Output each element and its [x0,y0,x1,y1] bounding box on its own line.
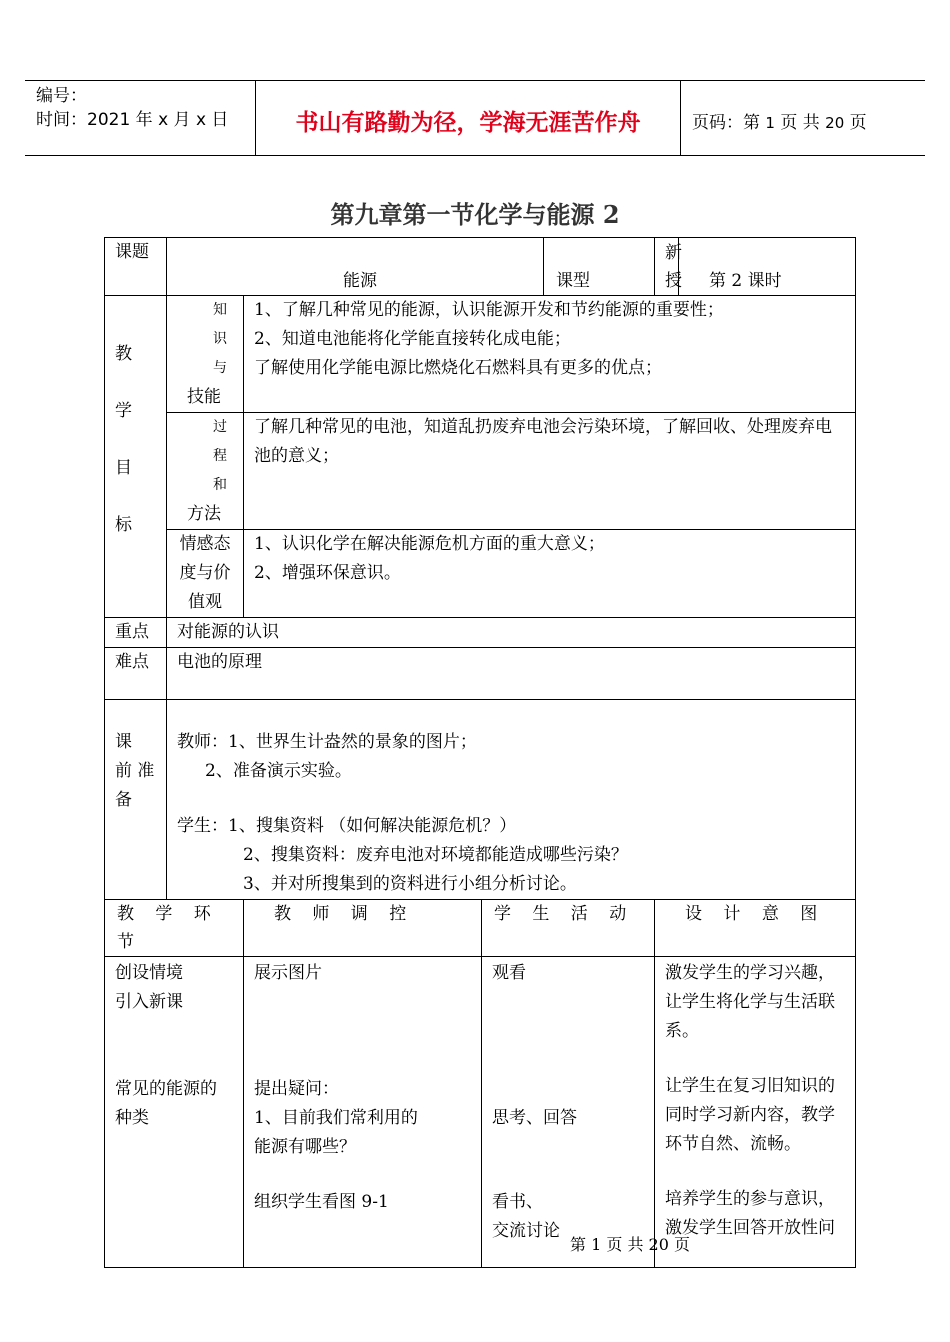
header-divider-right [680,80,681,156]
key-point-row [105,618,856,648]
difficulty-label: 难点 [105,648,167,700]
goal-knowledge-row [105,296,856,413]
difficulty-row [105,648,856,700]
type-value: 新授 [655,238,679,296]
header-top-rule [25,80,925,81]
number-label: 编号： [36,86,87,106]
process-text: 了解几种常见的电池，知道乱扔废弃电池会污染环境，了解回收、处理废弃电池的意义； [244,413,856,530]
prep-row [105,700,856,900]
col-header-teacher: 教 师 调 控 [244,900,482,957]
goal-emotion-row [105,530,856,618]
topic-cell [167,238,544,296]
col-header-stage: 教 学 环 节 [105,900,244,957]
key-point-text: 对能源的认识 [167,618,856,648]
teacher-cell: 展示图片 提出疑问： 1、目前我们常利用的 能源有哪些？ 组织学生看图 9-1 [244,957,482,1268]
prep-text: 教师：1、世界生计盎然的景象的图片； 2、准备演示实验。 学生：1、搜集资料 （如何解决能源危机？） 2、搜集资料：废弃电池对环境都能造成哪些污染？ 3、并对所搜集到的资料进行小组分析讨论。 [167,700,856,900]
header-bottom-rule [25,155,925,156]
time-label: 时间：2021 年 x 月 x 日 [36,110,229,130]
difficulty-text: 电池的原理 [167,648,856,700]
lesson-plan-table [104,237,856,1268]
col-header-intent: 设 计 意 图 [655,900,856,957]
goals-label: 教 学 目 标 [105,296,167,618]
goal-process-row [105,413,856,530]
emotion-label: 情感态 度与价 值观 [167,530,244,618]
student-cell: 观看 思考、回答 看书、 交流讨论 [482,957,655,1268]
process-label: 过 程 和 方法 [167,413,244,530]
stage-cell: 创设情境 引入新课 常见的能源的种类 [105,957,244,1268]
emotion-text: 1、认识化学在解决能源危机方面的重大意义； 2、增强环保意识。 [244,530,856,618]
key-point-label: 重点 [105,618,167,648]
topic-value: 能源 [343,271,377,291]
topic-label: 课题 [105,238,167,296]
col-header-student: 学 生 活 动 [482,900,655,957]
page-indicator: 页码：第 1 页 共 20 页 [692,113,867,133]
period-value: 第 2 课时 [679,238,856,296]
page-footer: 第 1 页 共 20 页 [570,1235,690,1254]
header-meta [36,84,228,132]
knowledge-label: 知 识 与 技能 [167,296,244,413]
page-title: 第九章第一节化学与能源 2 [330,200,620,229]
intent-cell: 激发学生的学习兴趣， 让学生将化学与生活联 系。 让学生在复习旧知识的 同时学习新内容，教学 环节自然、流畅。 培养学生的参与意识， 激发学生回答开放性问 [655,957,856,1268]
type-label: 课型 [544,238,655,296]
prep-label: 课 前 准 备 [105,700,167,900]
process-table-header [105,900,856,957]
process-table-body [105,957,856,1268]
knowledge-text: 1、了解几种常见的能源，认识能源开发和节约能源的重要性； 2、知道电池能将化学能直接转化成电能； 了解使用化学能电源比燃烧化石燃料具有更多的优点； [244,296,856,413]
topic-row [105,238,856,296]
motto: 书山有路勤为径，学海无涯苦作舟 [295,110,641,136]
